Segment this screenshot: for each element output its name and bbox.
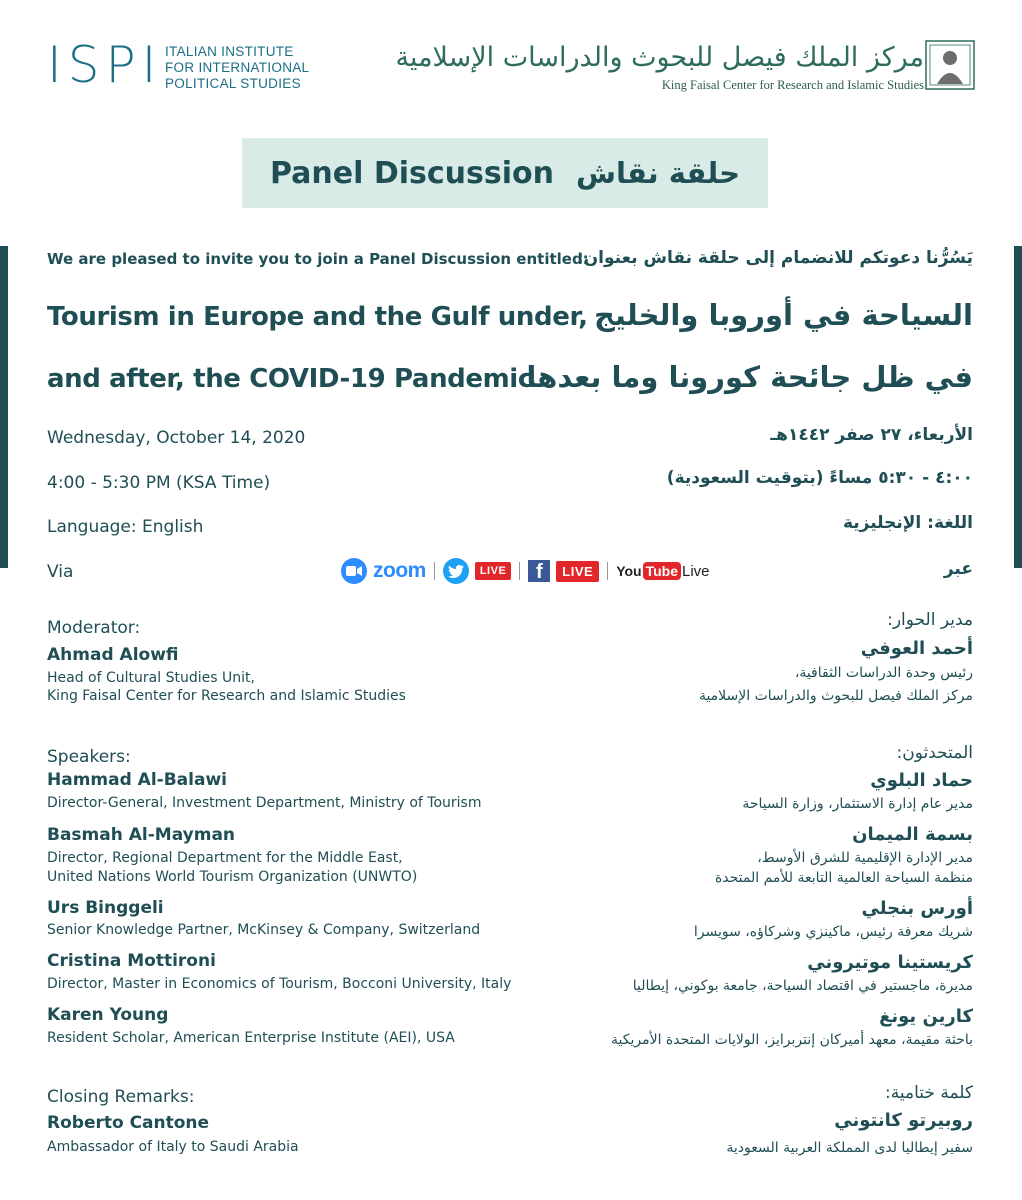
speaker-role-ar: منظمة السياحة العالمية التابعة للأمم المتحدة bbox=[714, 870, 973, 886]
speaker-role-en: Resident Scholar, American Enterprise Institute (AEI), USA bbox=[47, 1030, 455, 1046]
time-ar: ٤:٠٠ - ٥:٣٠ مساءً (بتوقيت السعودية) bbox=[666, 468, 973, 488]
closing-heading-en: Closing Remarks: bbox=[47, 1087, 195, 1107]
ispi-logo: ISPI bbox=[47, 36, 163, 94]
zoom-label[interactable]: zoom bbox=[373, 559, 426, 582]
speaker-role-ar: مدير الإدارة الإقليمية للشرق الأوسط، bbox=[757, 850, 973, 866]
facebook-live-badge: LIVE bbox=[556, 561, 599, 582]
speaker-name-en: Karen Young bbox=[47, 1005, 169, 1025]
zoom-icon[interactable] bbox=[341, 558, 367, 584]
speakers-heading-en: Speakers: bbox=[47, 747, 131, 767]
speaker-role-en: Director-General, Investment Department, Ministry of Tourism bbox=[47, 795, 482, 811]
speaker-name-ar: كريستينا موتيروني bbox=[807, 952, 973, 973]
date-ar: الأربعاء، ٢٧ صفر ١٤٤٢هـ bbox=[770, 425, 973, 445]
speaker-name-en: Hammad Al-Balawi bbox=[47, 770, 227, 790]
topic-ar-line1: السياحة في أوروبا والخليج bbox=[594, 298, 973, 332]
closing-name-en: Roberto Cantone bbox=[47, 1113, 210, 1133]
twitter-icon[interactable] bbox=[443, 558, 469, 584]
speaker-role-ar: شريك معرفة رئيس، ماكينزي وشركاؤه، سويسرا bbox=[693, 924, 973, 940]
moderator-role-ar-1: رئيس وحدة الدراسات الثقافية، bbox=[794, 665, 973, 681]
via-ar: عبر bbox=[943, 559, 973, 579]
twitter-live-badge: LIVE bbox=[475, 562, 511, 580]
speaker-role-ar: باحثة مقيمة، معهد أميركان إنتربرايز، الولايات المتحدة الأمريكية bbox=[611, 1032, 973, 1048]
speaker-name-en: Urs Binggeli bbox=[47, 898, 164, 918]
kfc-logo-english: King Faisal Center for Research and Islamic Studies bbox=[661, 78, 924, 92]
language-ar: اللغة: الإنجليزية bbox=[842, 513, 973, 533]
divider bbox=[519, 562, 520, 580]
speaker-name-en: Basmah Al-Mayman bbox=[47, 825, 236, 845]
closing-heading-ar: كلمة ختامية: bbox=[885, 1083, 973, 1103]
moderator-role-en-1: Head of Cultural Studies Unit, bbox=[47, 670, 255, 686]
divider bbox=[434, 562, 435, 580]
divider bbox=[607, 562, 608, 580]
speaker-role-en: Director, Master in Economics of Tourism, Bocconi University, Italy bbox=[47, 976, 512, 992]
moderator-heading-en: Moderator: bbox=[47, 618, 141, 638]
moderator-name-ar: أحمد العوفي bbox=[860, 638, 973, 659]
ispi-line: POLITICAL STUDIES bbox=[165, 76, 301, 91]
youtube-live-label: Live bbox=[682, 562, 710, 580]
moderator-role-ar-2: مركز الملك فيصل للبحوث والدراسات الإسلامية bbox=[698, 688, 973, 704]
invite-text-ar: يَسُرُّنا دعوتكم للانضمام إلى حلقة نقاش بعنوان: bbox=[576, 248, 973, 268]
ispi-line: ITALIAN INSTITUTE bbox=[165, 44, 294, 59]
closing-role-ar: سفير إيطاليا لدى المملكة العربية السعودية bbox=[726, 1140, 973, 1156]
moderator-name-en: Ahmad Alowfi bbox=[47, 645, 179, 665]
platform-icons bbox=[341, 556, 710, 586]
closing-role-en: Ambassador of Italy to Saudi Arabia bbox=[47, 1139, 299, 1155]
facebook-icon[interactable]: f bbox=[528, 560, 550, 582]
topic-ar-line2: في ظل جائحة كورونا وما بعدها bbox=[526, 360, 973, 394]
speaker-role-ar: مديرة، ماجستير في اقتصاد السياحة، جامعة بوكوني، إيطاليا bbox=[632, 978, 973, 994]
speaker-role-en: Senior Knowledge Partner, McKinsey & Company, Switzerland bbox=[47, 922, 481, 938]
moderator-role-en-2: King Faisal Center for Research and Islamic Studies bbox=[47, 688, 406, 704]
youtube-logo[interactable] bbox=[616, 562, 709, 580]
kfc-emblem-icon bbox=[925, 40, 975, 90]
page-title bbox=[242, 138, 768, 208]
left-accent-bar bbox=[0, 246, 8, 568]
speaker-role-en: United Nations World Tourism Organization (UNWTO) bbox=[47, 869, 418, 885]
right-accent-bar bbox=[1014, 246, 1022, 568]
invite-text-en: We are pleased to invite you to join a Panel Discussion entitled: bbox=[47, 250, 589, 268]
speakers-heading-ar: المتحدثون: bbox=[896, 743, 973, 763]
speaker-role-en: Director, Regional Department for the Middle East, bbox=[47, 850, 403, 866]
time-en: 4:00 - 5:30 PM (KSA Time) bbox=[47, 473, 271, 493]
speaker-name-ar: كارين يونغ bbox=[879, 1006, 973, 1027]
moderator-heading-ar: مدير الحوار: bbox=[887, 610, 973, 630]
speaker-name-ar: حماد البلوي bbox=[870, 770, 973, 791]
speaker-name-ar: بسمة الميمان bbox=[852, 824, 973, 845]
ispi-line: FOR INTERNATIONAL bbox=[165, 60, 310, 75]
title-english: Panel Discussion bbox=[270, 155, 555, 191]
closing-name-ar: روبيرتو كانتوني bbox=[834, 1110, 973, 1131]
speaker-name-ar: أورس بنجلي bbox=[861, 898, 973, 919]
ispi-logo-text bbox=[165, 44, 309, 92]
kfc-logo-arabic: مركز الملك فيصل للبحوث والدراسات الإسلامية bbox=[395, 42, 924, 73]
date-en: Wednesday, October 14, 2020 bbox=[47, 428, 306, 448]
title-arabic: حلقة نقاش bbox=[576, 156, 740, 190]
youtube-you: You bbox=[616, 563, 642, 579]
speaker-name-en: Cristina Mottironi bbox=[47, 951, 216, 971]
topic-en-line1: Tourism in Europe and the Gulf under, bbox=[47, 302, 588, 332]
youtube-tube: Tube bbox=[643, 562, 681, 580]
topic-en-line2: and after, the COVID-19 Pandemic bbox=[47, 364, 533, 394]
language-en: Language: English bbox=[47, 517, 204, 537]
speaker-role-ar: مدير عام إدارة الاستثمار، وزارة السياحة bbox=[742, 796, 973, 812]
via-en: Via bbox=[47, 562, 74, 582]
